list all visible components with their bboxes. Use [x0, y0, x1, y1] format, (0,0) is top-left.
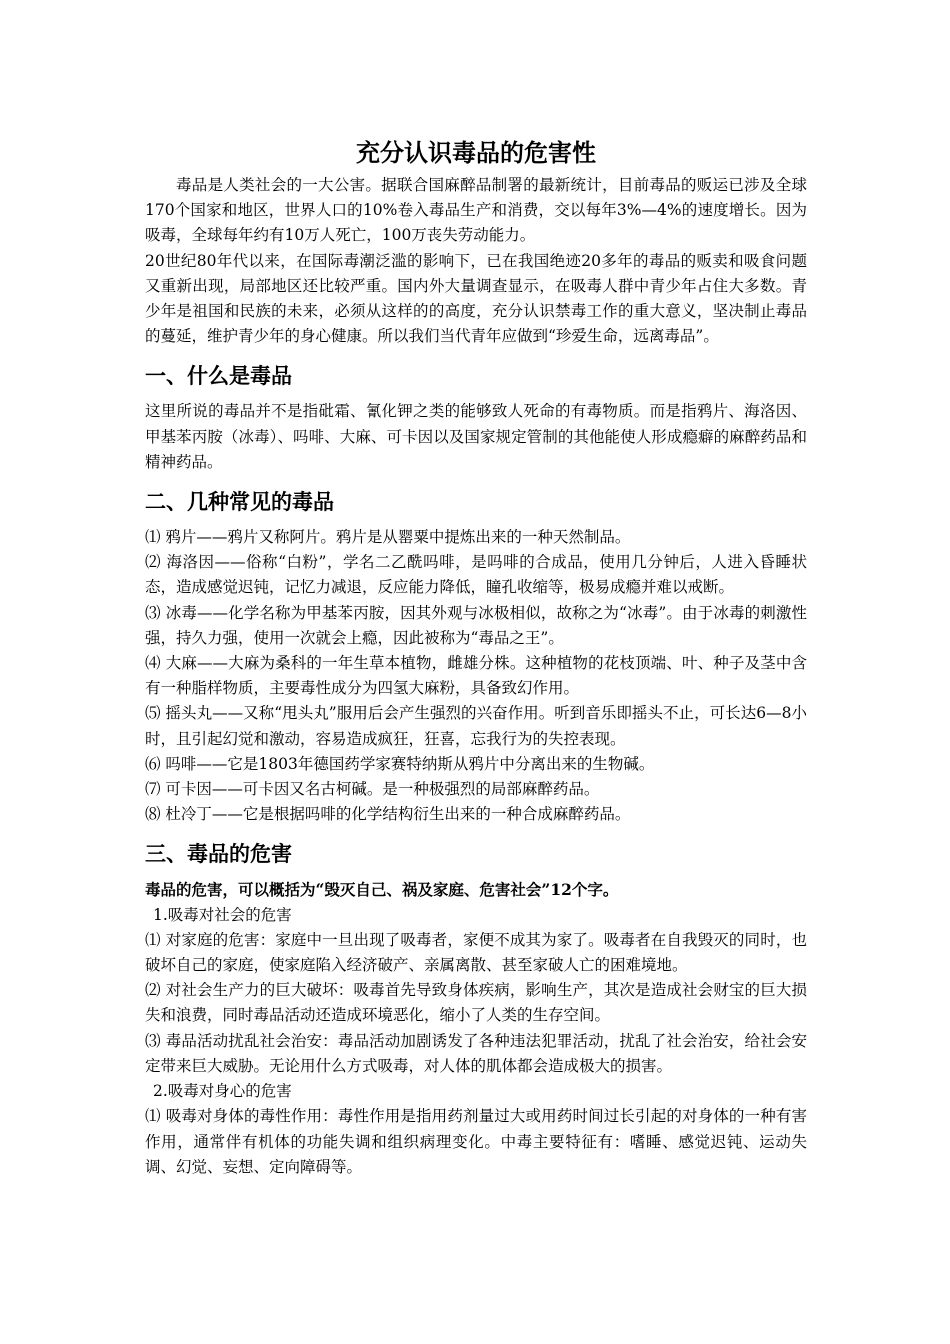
- section-heading-1: 一、什么是毒品: [145, 364, 292, 389]
- social-harm-item: ⑶ 毒品活动扰乱社会治安：毒品活动加剧诱发了各种违法犯罪活动，扰乱了社会治安，给社会安定带来巨大威胁。无论用什么方式吸毒，对人体的肌体都会造成极大的损害。: [145, 1031, 807, 1075]
- subheading-social-harm: 1.吸毒对社会的危害: [153, 905, 292, 924]
- section-heading-2: 二、几种常见的毒品: [145, 490, 334, 515]
- intro-paragraph-2: 20世纪80年代以来，在国际毒潮泛滥的影响下，已在我国绝迹20多年的毒品的贩卖和吸食问题又重新出现，局部地区还比较严重。国内外大量调查显示，在吸毒人群中青少年占住大多数。青少年是祖国和民族的未来，必须从这样的的高度，充分认识禁毒工作的重大意义，坚决制止毒品的蔓延，维护青少年的身心健康。所以我们当代青年应做到“珍爱生命，远离毒品”。: [145, 251, 807, 346]
- harm-summary: 毒品的危害，可以概括为“毁灭自己、祸及家庭、危害社会”12个字。: [145, 880, 619, 900]
- drug-item-cannabis: ⑷ 大麻——大麻为桑科的一年生草本植物，雌雄分株。这种植物的花枝顶端、叶、种子及茎中含有一种脂样物质，主要毒性成分为四氢大麻粉，具备致幻作用。: [145, 654, 807, 698]
- drug-item-ecstasy: ⑸ 摇头丸——又称“甩头丸”服用后会产生强烈的兴奋作用。听到音乐即摇头不止，可长达6—8小时，且引起幻觉和激动，容易造成疯狂，狂喜，忘我行为的失控表现。: [145, 704, 807, 748]
- social-harm-item: ⑵ 对社会生产力的巨大破坏：吸毒首先导致身体疾病，影响生产，其次是造成社会财宝的巨大损失和浪费，同时毒品活动还造成环境恶化，缩小了人类的生存空间。: [145, 981, 807, 1025]
- drug-item-cocaine: ⑺ 可卡因——可卡因又名古柯碱。是一种极强烈的局部麻醉药品。: [145, 780, 600, 799]
- drug-item-morphine: ⑹ 吗啡——它是1803年德国药学家赛特纳斯从鸦片中分离出来的生物碱。: [145, 754, 655, 773]
- social-harm-item: ⑴ 对家庭的危害：家庭中一旦出现了吸毒者，家便不成其为家了。吸毒者在自我毁灭的同时，也破坏自己的家庭，使家庭陷入经济破产、亲属离散、甚至家破人亡的困难境地。: [145, 930, 807, 975]
- drug-item-pethidine: ⑻ 杜冷丁——它是根据吗啡的化学结构衍生出来的一种合成麻醉药品。: [145, 805, 631, 824]
- drug-item-ice: ⑶ 冰毒——化学名称为甲基苯丙胺，因其外观与冰极相似，故称之为“冰毒”。由于冰毒的刺激性强，持久力强，使用一次就会上瘾，因此被称为“毒品之王”。: [145, 603, 807, 647]
- document-title: 充分认识毒品的危害性: [356, 139, 596, 167]
- drug-item-heroin: ⑵ 海洛因——俗称“白粉”，学名二乙酰吗啡，是吗啡的合成品，使用几分钟后，人进入昏睡状态，造成感觉迟钝，记忆力减退，反应能力降低，瞳孔收缩等，极易成瘾并难以戒断。: [145, 553, 807, 597]
- document-page: [145, 135, 807, 1180]
- intro-paragraph-1: 毒品是人类社会的一大公害。据联合国麻醉品制署的最新统计，目前毒品的贩运已涉及全球170个国家和地区，世界人口的10%卷入毒品生产和消费，交以每年3%—4%的速度增长。因为吸毒，全球每年约有10万人死亡，100万丧失劳动能力。: [145, 176, 807, 245]
- section-1-paragraph: 这里所说的毒品并不是指砒霜、氰化钾之类的能够致人死命的有毒物质。而是指鸦片、海洛因、甲基苯丙胺（冰毒）、吗啡、大麻、可卡因以及国家规定管制的其他能使人形成瘾癖的麻醉药品和精神药品。: [145, 402, 807, 471]
- section-heading-3: 三、毒品的危害: [145, 842, 292, 867]
- drug-item-opium: ⑴ 鸦片——鸦片又称阿片。鸦片是从罂粟中提炼出来的一种天然制品。: [145, 528, 631, 547]
- subheading-body-mind-harm: 2.吸毒对身心的危害: [153, 1082, 292, 1101]
- body-harm-item: ⑴ 吸毒对身体的毒性作用：毒性作用是指用药剂量过大或用药时间过长引起的对身体的一种有害作用，通常伴有机体的功能失调和组织病理变化。中毒主要特征有：嗜睡、感觉迟钝、运动失调、幻觉、妄想、定向障碍等。: [145, 1107, 807, 1176]
